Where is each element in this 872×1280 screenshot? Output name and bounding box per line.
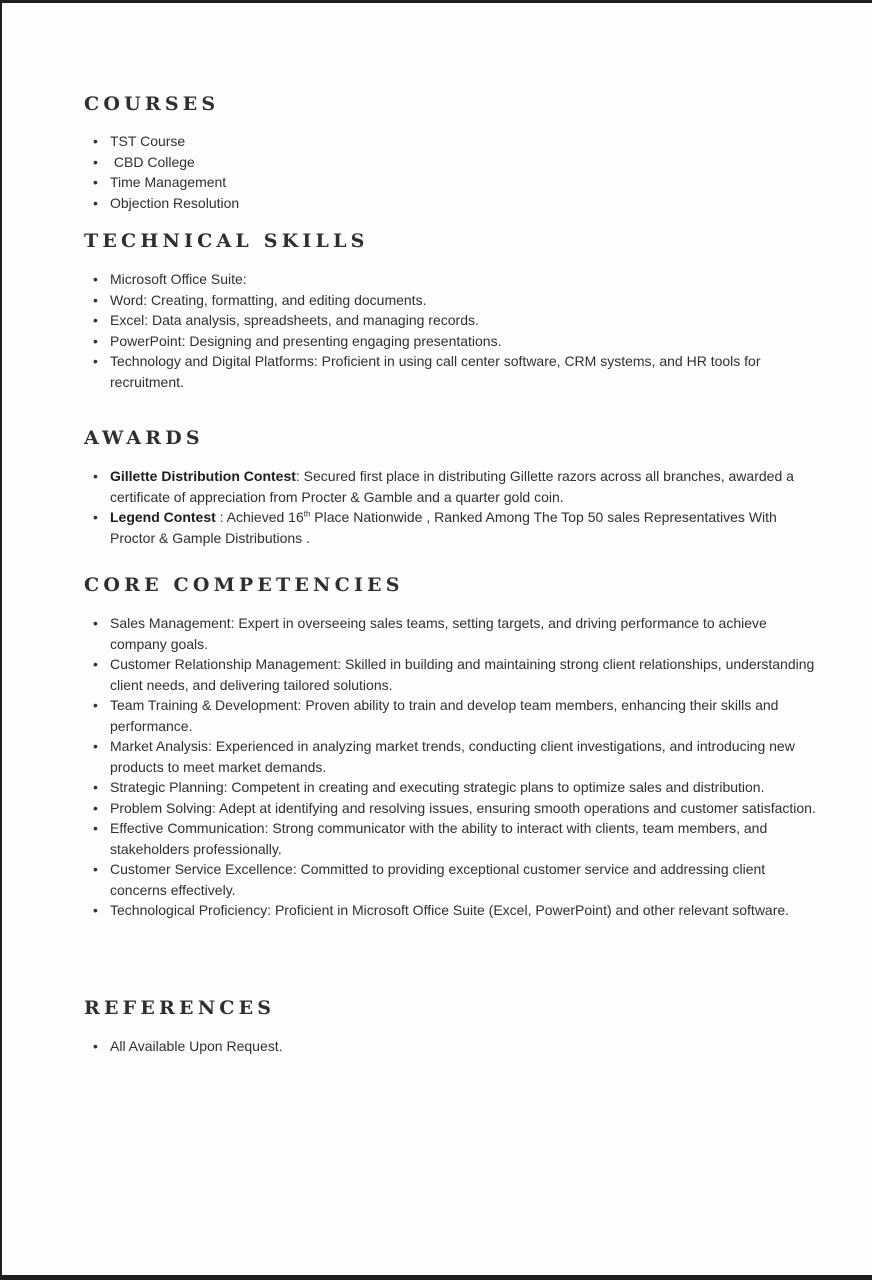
bullet-icon: •	[93, 779, 98, 795]
list-item: • Objection Resolution	[84, 193, 824, 214]
bullet-icon: •	[93, 271, 98, 287]
core-competencies-section	[84, 573, 824, 921]
bullet-icon: •	[93, 332, 98, 349]
bullet-icon: •	[93, 174, 98, 190]
list-item: • Strategic Planning: Competent in creating and executing strategic plans to optimize sales and distribution.	[84, 777, 824, 798]
list-item: • PowerPoint: Designing and presenting engaging presentations.	[84, 331, 824, 352]
bullet-icon: •	[93, 902, 98, 918]
bullet-icon: •	[93, 656, 98, 672]
bullet-icon: •	[93, 738, 98, 754]
list-item: • Effective Communication: Strong communicator with the ability to interact with clients, team members, and stakeholders professionally.	[93, 820, 768, 857]
list-item: • Excel: Data analysis, spreadsheets, and managing records.	[84, 310, 824, 331]
list-item: • Sales Management: Expert in overseeing sales teams, setting targets, and driving performance to achieve company goals.	[93, 615, 767, 652]
bullet-icon: •	[93, 353, 98, 369]
list-item: • Team Training & Development: Proven ability to train and develop team members, enhancing their skills and performance.	[93, 697, 779, 734]
bullet-icon: •	[93, 509, 98, 525]
technical-skills-section	[84, 229, 824, 392]
bullet-icon: •	[93, 312, 98, 328]
courses-section	[84, 92, 824, 213]
list-item: • Problem Solving: Adept at identifying and resolving issues, ensuring smooth operations and customer satisfaction.	[84, 798, 824, 819]
bullet-icon: •	[93, 468, 98, 484]
bullet-icon: •	[93, 1038, 98, 1054]
list-item: • Technological Proficiency: Proficient in Microsoft Office Suite (Excel, PowerPoint) and other relevant software.	[84, 900, 824, 921]
award-title: Legend Contest	[110, 509, 216, 525]
list-item: • Time Management	[84, 172, 824, 193]
awards-heading: AWARDS	[84, 427, 204, 449]
bullet-icon: •	[93, 697, 98, 713]
awards-section	[84, 426, 824, 548]
references-heading: REFERENCES	[84, 997, 276, 1019]
bullet-icon: •	[93, 615, 98, 631]
core-competencies-heading: CORE COMPETENCIES	[84, 574, 404, 596]
list-item: • Customer Relationship Management: Skilled in building and maintaining strong client relationships, understanding client needs, and delivering tailored solutions.	[93, 656, 815, 693]
bullet-icon: •	[93, 820, 98, 836]
courses-heading: COURSES	[84, 93, 220, 115]
ordinal-superscript: th	[303, 509, 311, 519]
list-item: • Microsoft Office Suite:	[84, 269, 824, 290]
list-item: • Customer Service Excellence: Committed to providing exceptional customer service and addressing client concerns effectively.	[93, 861, 766, 898]
resume-page	[2, 3, 872, 1275]
list-item: • Technology and Digital Platforms: Proficient in using call center software, CRM systems, and HR tools for recruitment.	[93, 353, 761, 390]
list-item: • Gillette Distribution Contest: Secured first place in distributing Gillette razors across all branches, awarded a certificate of appreciation from Procter & Gamble and a quarter gold coin.	[93, 468, 794, 505]
core-competencies-list	[84, 613, 824, 921]
list-item: • Word: Creating, formatting, and editing documents.	[84, 290, 824, 311]
list-item: • Legend Contest : Achieved 16th Place Nationwide , Ranked Among The Top 50 sales Representatives With Proctor & Gample Distributions .	[93, 509, 777, 546]
bullet-icon: •	[93, 799, 98, 816]
bullet-icon: •	[93, 861, 98, 877]
list-item: • CBD College	[84, 152, 824, 173]
list-item: • Market Analysis: Experienced in analyzing market trends, conducting client investigations, and introducing new products to meet market demands.	[93, 738, 795, 775]
technical-skills-list	[84, 269, 824, 392]
awards-list	[84, 466, 824, 548]
references-list	[84, 1036, 824, 1057]
award-title: Gillette Distribution Contest	[110, 468, 296, 484]
references-section	[84, 996, 824, 1057]
page-bottom-edge	[0, 1275, 872, 1280]
bullet-icon: •	[93, 194, 98, 211]
bullet-icon: •	[93, 291, 98, 308]
courses-list	[84, 131, 824, 213]
bullet-icon: •	[93, 153, 98, 170]
bullet-icon: •	[93, 133, 98, 149]
technical-skills-heading: TECHNICAL SKILLS	[84, 230, 369, 252]
list-item: • TST Course	[84, 131, 824, 152]
list-item: • All Available Upon Request.	[84, 1036, 824, 1057]
